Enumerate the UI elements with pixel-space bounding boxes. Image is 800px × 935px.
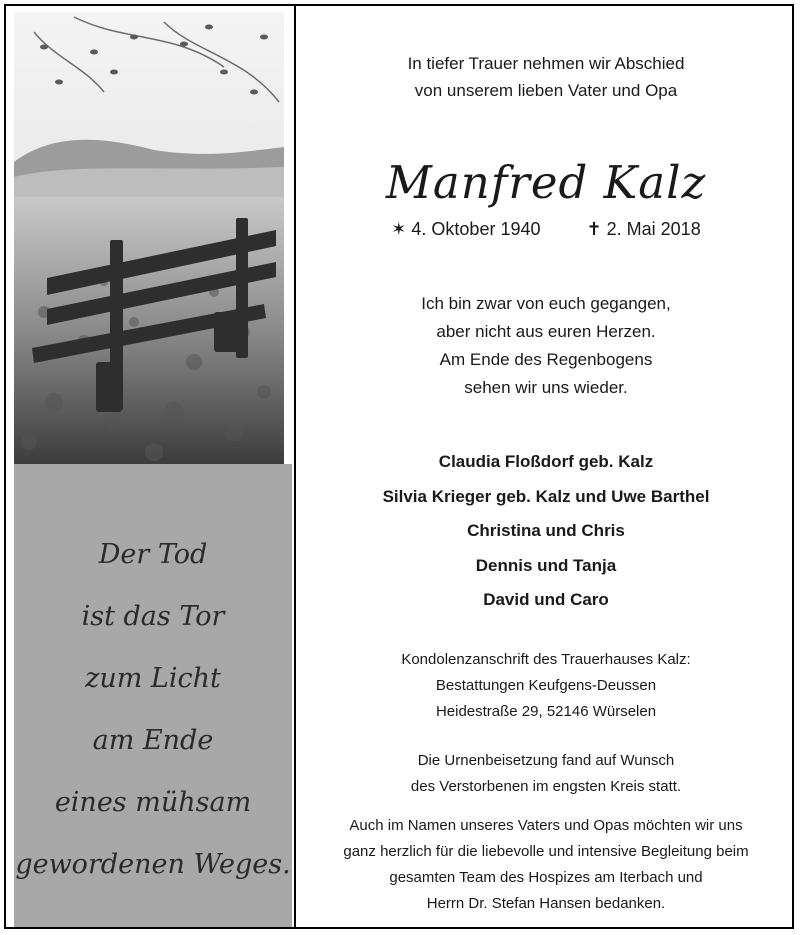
verse-line: Ich bin zwar von euch gegangen, xyxy=(421,294,671,313)
life-dates xyxy=(298,219,794,240)
death-date: 2. Mai 2018 xyxy=(606,219,701,239)
urn-line: Die Urnenbeisetzung fand auf Wunsch xyxy=(417,752,675,769)
thanks-line: ganz herzlich für die liebevolle und intensive Begleitung beim xyxy=(343,843,749,860)
intro-line: In tiefer Trauer nehmen wir Abschied xyxy=(407,54,685,73)
condolence-address xyxy=(298,647,794,725)
condolence-line: Bestattungen Keufgens-Deussen xyxy=(435,677,657,694)
quote-panel xyxy=(14,464,292,927)
mourners-list xyxy=(298,445,794,618)
farewell-verse xyxy=(298,290,794,402)
urn-line: des Verstorbenen im engsten Kreis statt. xyxy=(410,778,682,795)
urn-burial-notice xyxy=(298,748,794,800)
right-column xyxy=(298,6,794,927)
bench-landscape-image xyxy=(14,12,284,464)
deceased-name: Manfred Kalz xyxy=(385,156,707,209)
thank-you-note xyxy=(298,813,794,917)
thanks-line: Herrn Dr. Stefan Hansen bedanken. xyxy=(426,895,666,912)
mourner-name: Dennis und Tanja xyxy=(475,555,617,575)
quote-line: ist das Tor xyxy=(81,601,225,632)
mourner-name: David und Caro xyxy=(483,590,609,609)
mourner-name: Christina und Chris xyxy=(467,521,625,540)
thanks-line: gesamten Team des Hospizes am Iterbach und xyxy=(389,869,703,886)
quote-line: Der Tod xyxy=(98,539,208,570)
bench-photo xyxy=(14,12,284,464)
condolence-line: Heidestraße 29, 52146 Würselen xyxy=(435,703,657,720)
intro-line: von unserem lieben Vater und Opa xyxy=(414,81,678,100)
thanks-line: Auch im Namen unseres Vaters und Opas möchten wir uns xyxy=(349,817,743,834)
quote-line: gewordenen Weges. xyxy=(15,849,291,880)
quote-line: am Ende xyxy=(92,725,214,756)
quote-line: eines mühsam xyxy=(54,787,252,818)
obituary-notice xyxy=(4,4,794,929)
birth-star-icon: ✶ xyxy=(391,219,407,239)
intro-text xyxy=(298,50,794,104)
birth-date: 4. Oktober 1940 xyxy=(411,219,541,239)
verse-line: Am Ende des Regenbogens xyxy=(439,350,653,369)
mourner-name: Claudia Floßdorf geb. Kalz xyxy=(438,452,654,471)
left-column xyxy=(8,6,296,927)
death-cross-icon: ✝ xyxy=(586,219,602,239)
memorial-quote xyxy=(14,524,292,896)
quote-line: zum Licht xyxy=(85,663,221,694)
verse-line: sehen wir uns wieder. xyxy=(464,378,628,397)
verse-line: aber nicht aus euren Herzen. xyxy=(436,322,656,341)
mourner-name: Silvia Krieger geb. Kalz und Uwe Barthel xyxy=(382,486,710,506)
condolence-line: Kondolenzanschrift des Trauerhauses Kalz: xyxy=(401,651,691,668)
